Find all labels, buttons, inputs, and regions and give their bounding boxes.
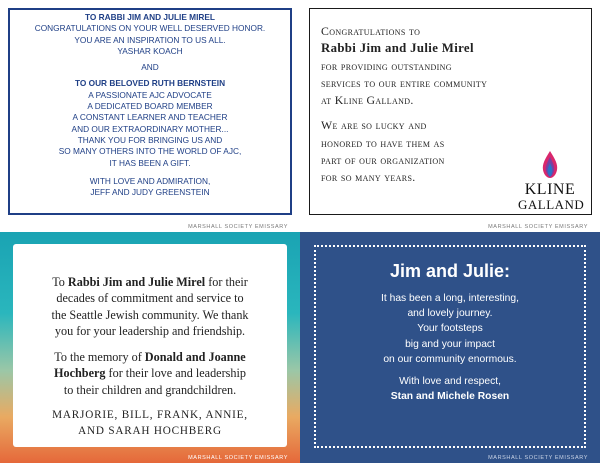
ad-conjunction: AND [141, 62, 159, 73]
ad-line: SO MANY OTHERS INTO THE WORLD OF AJC, [58, 146, 242, 157]
ad-line: It has been a long, interesting, [381, 293, 519, 304]
ad-line: A CONSTANT LEARNER AND TEACHER [72, 112, 228, 123]
flame-icon [540, 150, 560, 180]
kline-galland-logo [518, 150, 585, 212]
ad-line: part of our organization [321, 153, 445, 168]
ad-line: THANK YOU FOR BRINGING US AND [77, 134, 223, 145]
ad-heading: TO RABBI JIM AND JULIE MIREL [85, 12, 215, 22]
ad-text [300, 260, 600, 404]
ad-text [0, 12, 300, 198]
ad-line: We are so lucky and [321, 118, 427, 133]
ad-line: to their children and grandchildren. [63, 382, 237, 397]
ad-text [321, 23, 487, 187]
ad-line: A PASSIONATE AJC ADVOCATE [88, 89, 212, 100]
ad-honorees: Rabbi Jim and Julie Mirel [67, 275, 206, 289]
ad-line: honored to have them as [321, 135, 445, 150]
ad-closing: WITH LOVE AND ADMIRATION, [89, 175, 211, 186]
ad-honorees: Rabbi Jim and Julie Mirel [321, 41, 474, 56]
ad-line: for so many years. [321, 170, 416, 185]
ad-line: decades of commitment and service to [56, 291, 244, 306]
ad-credit: MARSHALL SOCIETY EMISSARY [488, 455, 588, 461]
ad-line: IT HAS BEEN A GIFT. [109, 157, 191, 168]
ad-line: Congratulations to [321, 24, 421, 38]
ad-line: big and your impact [405, 338, 495, 350]
ad-line: CONGRATULATIONS ON YOUR WELL DESERVED HONOR. [34, 23, 266, 34]
ad-line: for providing outstanding [321, 58, 452, 73]
ad-credit: MARSHALL SOCIETY EMISSARY [188, 224, 288, 230]
hochberg-tribute-ad [0, 232, 300, 463]
ad-line: at Kline Galland. [321, 93, 414, 108]
ad-text [13, 274, 287, 439]
ad-line: Hochberg for their love and leadership [54, 366, 246, 381]
ad-line: To the memory of Donald and Joanne [54, 350, 246, 365]
ad-memorial-names: Donald and Joanne [144, 350, 246, 365]
ad-heading: TO OUR BELOVED RUTH BERNSTEIN [74, 78, 226, 89]
ad-closing: With love and respect, [399, 376, 501, 388]
logo-text: GALLAND [518, 197, 585, 212]
ad-signers: Stan and Michele Rosen [390, 391, 510, 403]
rosen-tribute-ad [300, 232, 600, 463]
ad-signers: AND SARAH HOCHBERG [78, 424, 222, 437]
ad-panel [13, 244, 287, 447]
ad-line: Your footsteps [417, 323, 483, 335]
logo-text: KLINE [524, 181, 576, 198]
ad-line: on our community enormous. [383, 353, 517, 365]
kline-galland-ad [300, 0, 600, 232]
ad-headline: Jim and Julie: [389, 261, 511, 281]
ad-line: YOU ARE AN INSPIRATION TO US ALL. [74, 34, 226, 45]
ad-line: the Seattle Jewish community. We thank [51, 307, 249, 322]
ad-line: services to our entire community [321, 75, 488, 90]
greenstein-tribute-ad [0, 0, 300, 232]
ad-line: To Rabbi Jim and Julie Mirel for their [52, 275, 248, 289]
ad-line: and lovely journey. [407, 308, 493, 320]
ad-memorial-names: Hochberg [54, 366, 106, 381]
ad-line: YASHAR KOACH [117, 45, 183, 56]
ad-signers: MARJORIE, BILL, FRANK, ANNIE, [52, 409, 248, 422]
ad-signers: JEFF AND JUDY GREENSTEIN [90, 187, 210, 198]
ad-credit: MARSHALL SOCIETY EMISSARY [188, 455, 288, 461]
ad-line: AND OUR EXTRAORDINARY MOTHER... [71, 123, 229, 134]
ad-credit: MARSHALL SOCIETY EMISSARY [488, 224, 588, 230]
ad-line: you for your leadership and friendship. [54, 323, 246, 338]
ad-line: A DEDICATED BOARD MEMBER [87, 101, 213, 112]
